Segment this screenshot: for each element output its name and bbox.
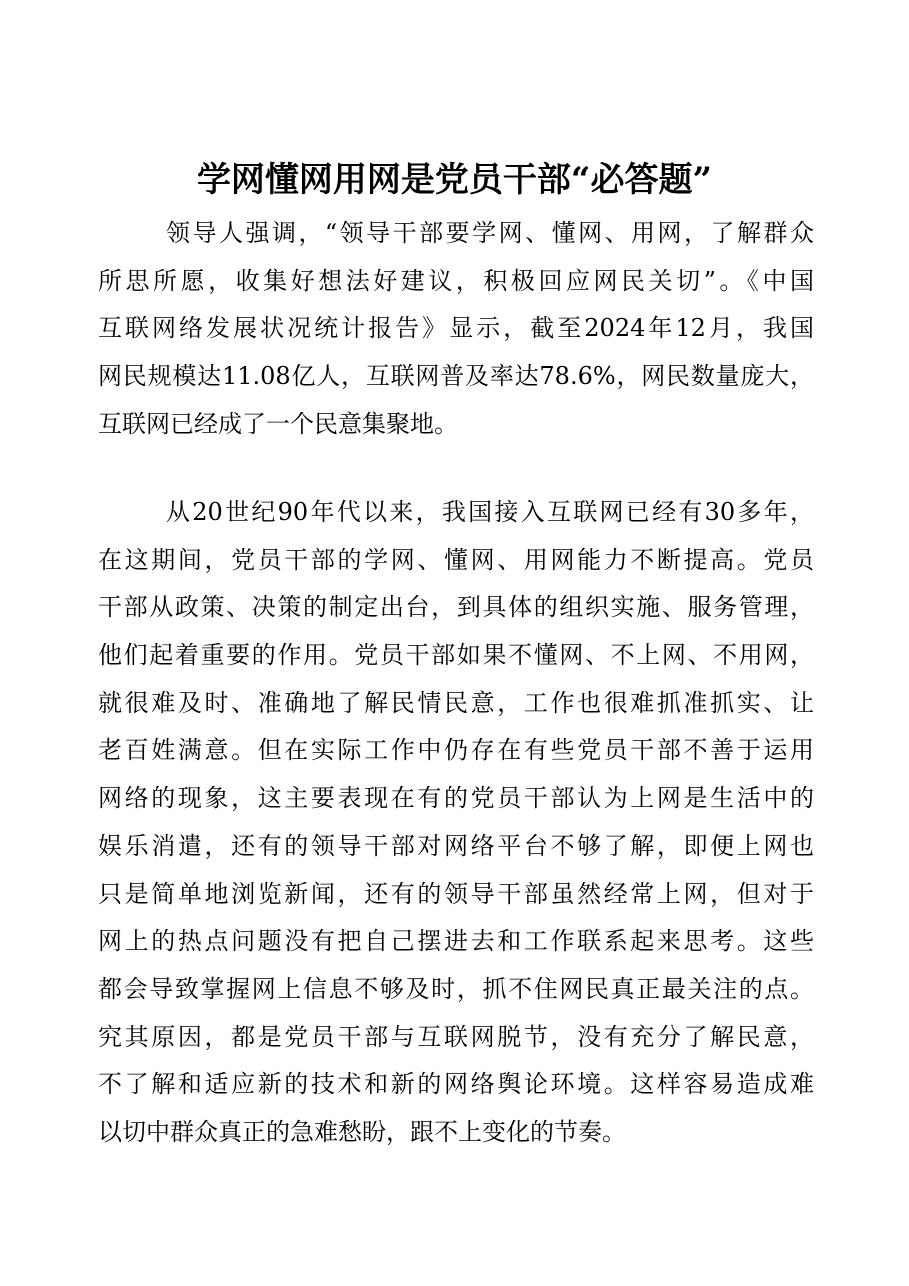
paragraph-line: 就很难及时、准确地了解民情民意，工作也很难抓准抓实、让 (98, 688, 814, 717)
paragraph-line: 领导人强调，“领导干部要学网、懂网、用网，了解群众 (166, 219, 814, 247)
paragraph-line: 网上的热点问题没有把自己摆进去和工作联系起来思考。这些 (98, 927, 814, 956)
paragraph-line: 干部从政策、决策的制定出台，到具体的组织实施、服务管理， (98, 593, 814, 622)
paragraph-line: 所思所愿，收集好想法好建议，积极回应网民关切”。《中国 (98, 266, 814, 295)
paragraph-line: 以切中群众真正的急难愁盼，跟不上变化的节奏。 (98, 1117, 626, 1146)
paragraph-line: 老百姓满意。但在实际工作中仍存在有些党员干部不善于运用 (98, 736, 814, 765)
paragraph-line: 娱乐消遣，还有的领导干部对网络平台不够了解，即便上网也 (98, 831, 814, 860)
paragraph-line: 究其原因，都是党员干部与互联网脱节，没有充分了解民意， (98, 1022, 814, 1051)
paragraph-line: 网络的现象，这主要表现在有的党员干部认为上网是生活中的 (98, 784, 814, 813)
paragraph-line: 互联网已经成了一个民意集聚地。 (98, 409, 458, 438)
paragraph-2 (98, 489, 814, 1157)
paragraph-line: 他们起着重要的作用。党员干部如果不懂网、不上网、不用网， (98, 641, 814, 670)
paragraph-line: 互联网络发展状况统计报告》显示，截至2024年12月，我国 (98, 314, 814, 343)
paragraph-line: 不了解和适应新的技术和新的网络舆论环境。这样容易造成难 (98, 1070, 814, 1099)
paragraph-line: 网民规模达11.08亿人，互联网普及率达78.6%，网民数量庞大， (98, 362, 814, 391)
paragraph-line: 都会导致掌握网上信息不够及时，抓不住网民真正最关注的点。 (98, 974, 814, 1003)
paragraph-line: 从20世纪90年代以来，我国接入互联网已经有30多年， (166, 498, 814, 526)
document-title: 学网懂网用网是党员干部“必答题” (196, 160, 713, 200)
paragraph-line: 只是简单地浏览新闻，还有的领导干部虽然经常上网，但对于 (98, 879, 814, 908)
paragraph-line: 在这期间，党员干部的学网、懂网、用网能力不断提高。党员 (98, 545, 814, 574)
paragraph-1 (98, 210, 814, 448)
